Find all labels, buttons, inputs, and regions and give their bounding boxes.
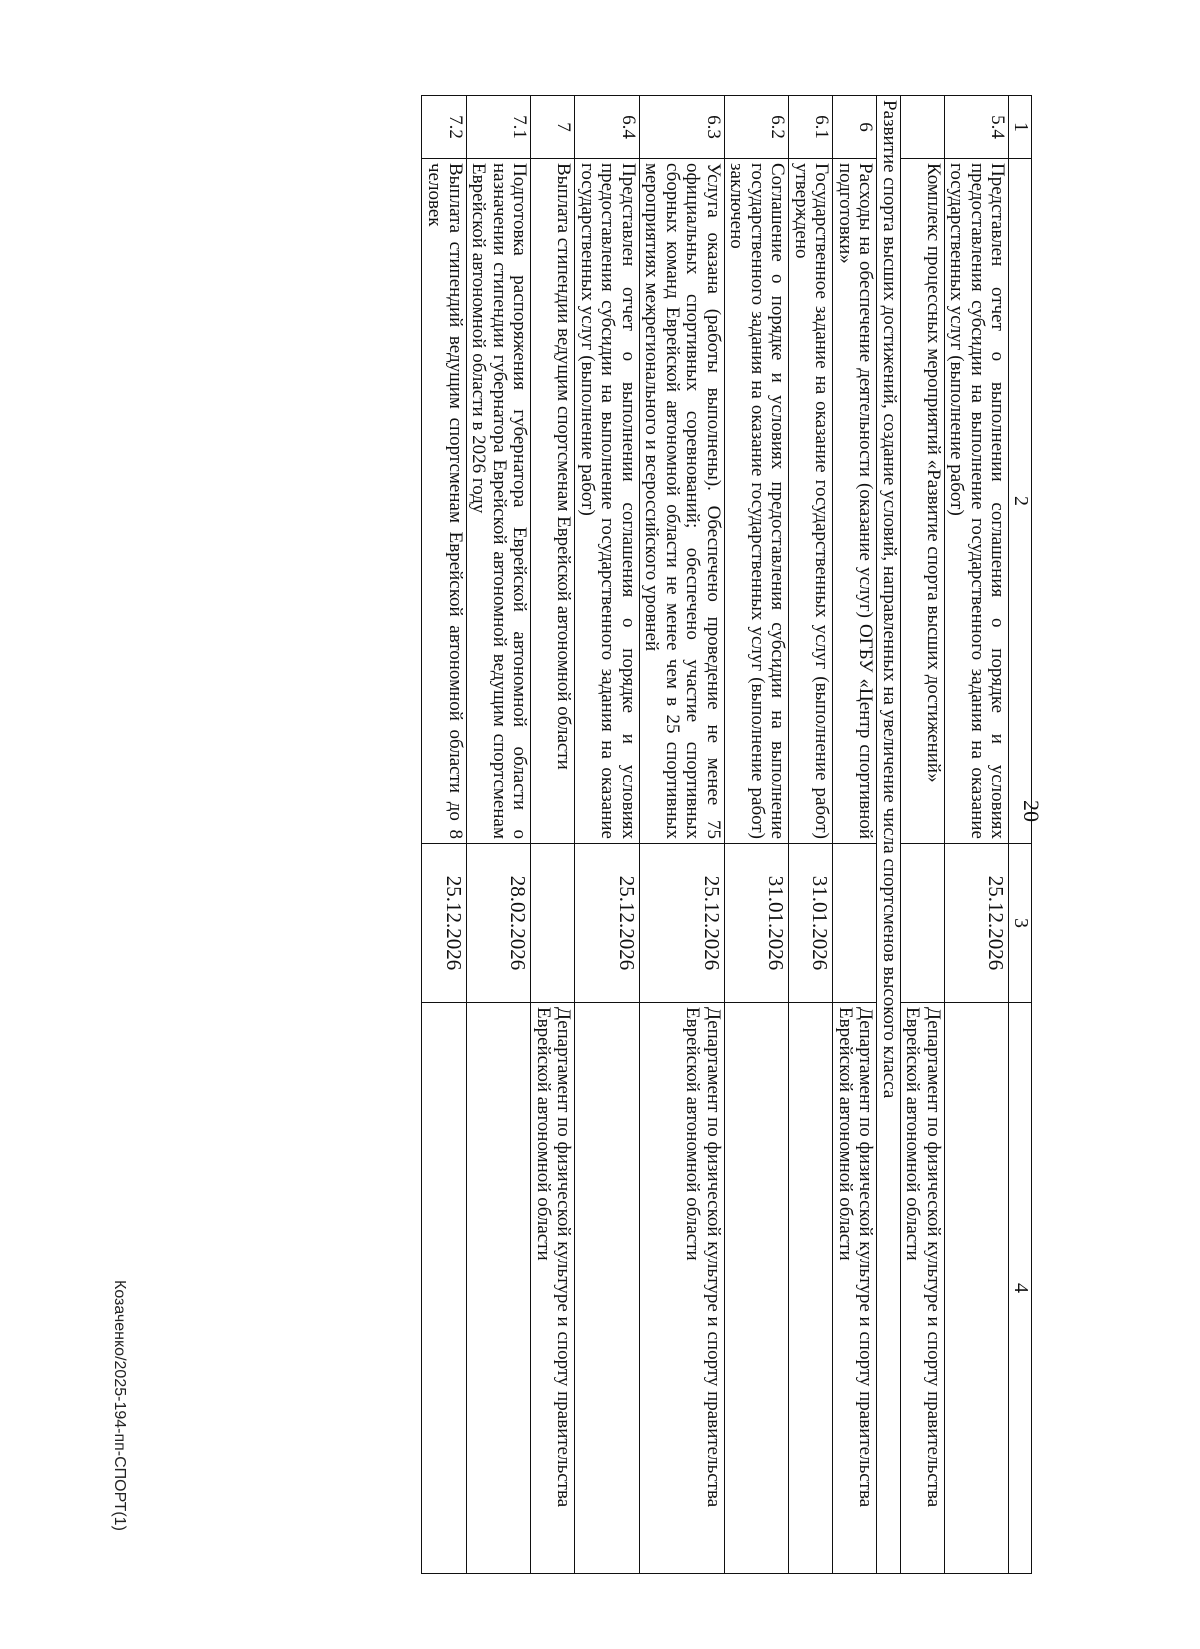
row-number (900, 96, 944, 159)
row-deadline: 31.01.2026 (724, 844, 789, 1003)
row-deadline: 25.12.2026 (575, 844, 640, 1003)
row-description: Выплата стипендии ведущим спортсменам Еврейской автономной области (531, 159, 575, 844)
table-row (466, 96, 531, 1574)
row-description: Соглашение о порядке и условиях предоставления субсидии на выполнение государственного задания на оказание государственных услуг (выполнение работ) заключено (724, 159, 789, 844)
row-responsible: Департамент по физической культуре и спорту правительства Еврейской автономной области (531, 1003, 575, 1574)
plan-table (421, 95, 1032, 1574)
row-deadline (900, 844, 944, 1003)
row-deadline: 28.02.2026 (466, 844, 531, 1003)
table-row (575, 96, 640, 1574)
row-number: 6.3 (639, 96, 724, 159)
row-deadline: 31.01.2026 (789, 844, 833, 1003)
row-responsible (724, 1003, 789, 1574)
header-col-1: 1 (1009, 96, 1032, 159)
row-deadline: 25.12.2026 (944, 844, 1009, 1003)
row-number: 6.1 (789, 96, 833, 159)
table-section-row (877, 96, 901, 1574)
table-row (531, 96, 575, 1574)
table-row (724, 96, 789, 1574)
section-heading: Развитие спорта высших достижений, создание условий, направленных на увеличение числа спортсменов высокого класса (877, 96, 901, 1574)
row-description: Представлен отчет о выполнении соглашения о порядке и условиях предоставления субсидии на выполнение государственного задания на оказание государственных услуг (выполнение работ) (575, 159, 640, 844)
row-responsible: Департамент по физической культуре и спорту правительства Еврейской автономной области (833, 1003, 877, 1574)
row-responsible (575, 1003, 640, 1574)
row-number: 7.1 (466, 96, 531, 159)
table-row (900, 96, 944, 1574)
header-col-4: 4 (1009, 1003, 1032, 1574)
plan-table-body (422, 96, 1032, 1574)
row-description: Подготовка распоряжения губернатора Еврейской автономной области о назначении стипендии губернатора Еврейской автономной ведущим спортсменам Еврейской автономной области в 2026 году (466, 159, 531, 844)
row-description: Расходы на обеспечение деятельности (оказание услуг) ОГБУ «Центр спортивной подготовки» (833, 159, 877, 844)
row-deadline (833, 844, 877, 1003)
row-deadline (531, 844, 575, 1003)
row-number: 6 (833, 96, 877, 159)
row-responsible (422, 1003, 466, 1574)
page-number: 20 (1019, 800, 1044, 822)
header-col-3: 3 (1009, 844, 1032, 1003)
row-responsible (789, 1003, 833, 1574)
row-description: Услуга оказана (работы выполнены). Обеспечено проведение не менее 75 официальных спортивных соревнований; обеспечено участие спортивных сборных команд Еврейской автономной области не менее чем в 25 спортивных мероприятиях межрегионального и всероссийского уровней (639, 159, 724, 844)
table-row (833, 96, 877, 1574)
table-row (789, 96, 833, 1574)
row-description: Государственное задание на оказание государственных услуг (выполнение работ) утверждено (789, 159, 833, 844)
row-deadline: 25.12.2026 (639, 844, 724, 1003)
table-row (944, 96, 1009, 1574)
row-responsible (466, 1003, 531, 1574)
row-deadline: 25.12.2026 (422, 844, 466, 1003)
table-row (422, 96, 466, 1574)
document-footer-id: Козаченко/2025-194-пп-СПОРТ(1) (111, 1280, 128, 1531)
row-responsible: Департамент по физической культуре и спорту правительства Еврейской автономной области (900, 1003, 944, 1574)
header-col-2: 2 (1009, 159, 1032, 844)
row-responsible: Департамент по физической культуре и спорту правительства Еврейской автономной области (639, 1003, 724, 1574)
row-number: 6.4 (575, 96, 640, 159)
row-description: Выплата стипендий ведущим спортсменам Еврейской автономной области до 8 человек (422, 159, 466, 844)
row-description: Представлен отчет о выполнении соглашения о порядке и условиях предоставления субсидии на выполнение государственного задания на оказание государственных услуг (выполнение работ) (944, 159, 1009, 844)
row-number: 6.2 (724, 96, 789, 159)
row-description: Комплекс процессных мероприятий «Развитие спорта высших достижений» (900, 159, 944, 844)
row-number: 5.4 (944, 96, 1009, 159)
row-number: 7 (531, 96, 575, 159)
row-number: 7.2 (422, 96, 466, 159)
row-responsible (944, 1003, 1009, 1574)
table-header-row (1009, 96, 1032, 1574)
table-row (639, 96, 724, 1574)
